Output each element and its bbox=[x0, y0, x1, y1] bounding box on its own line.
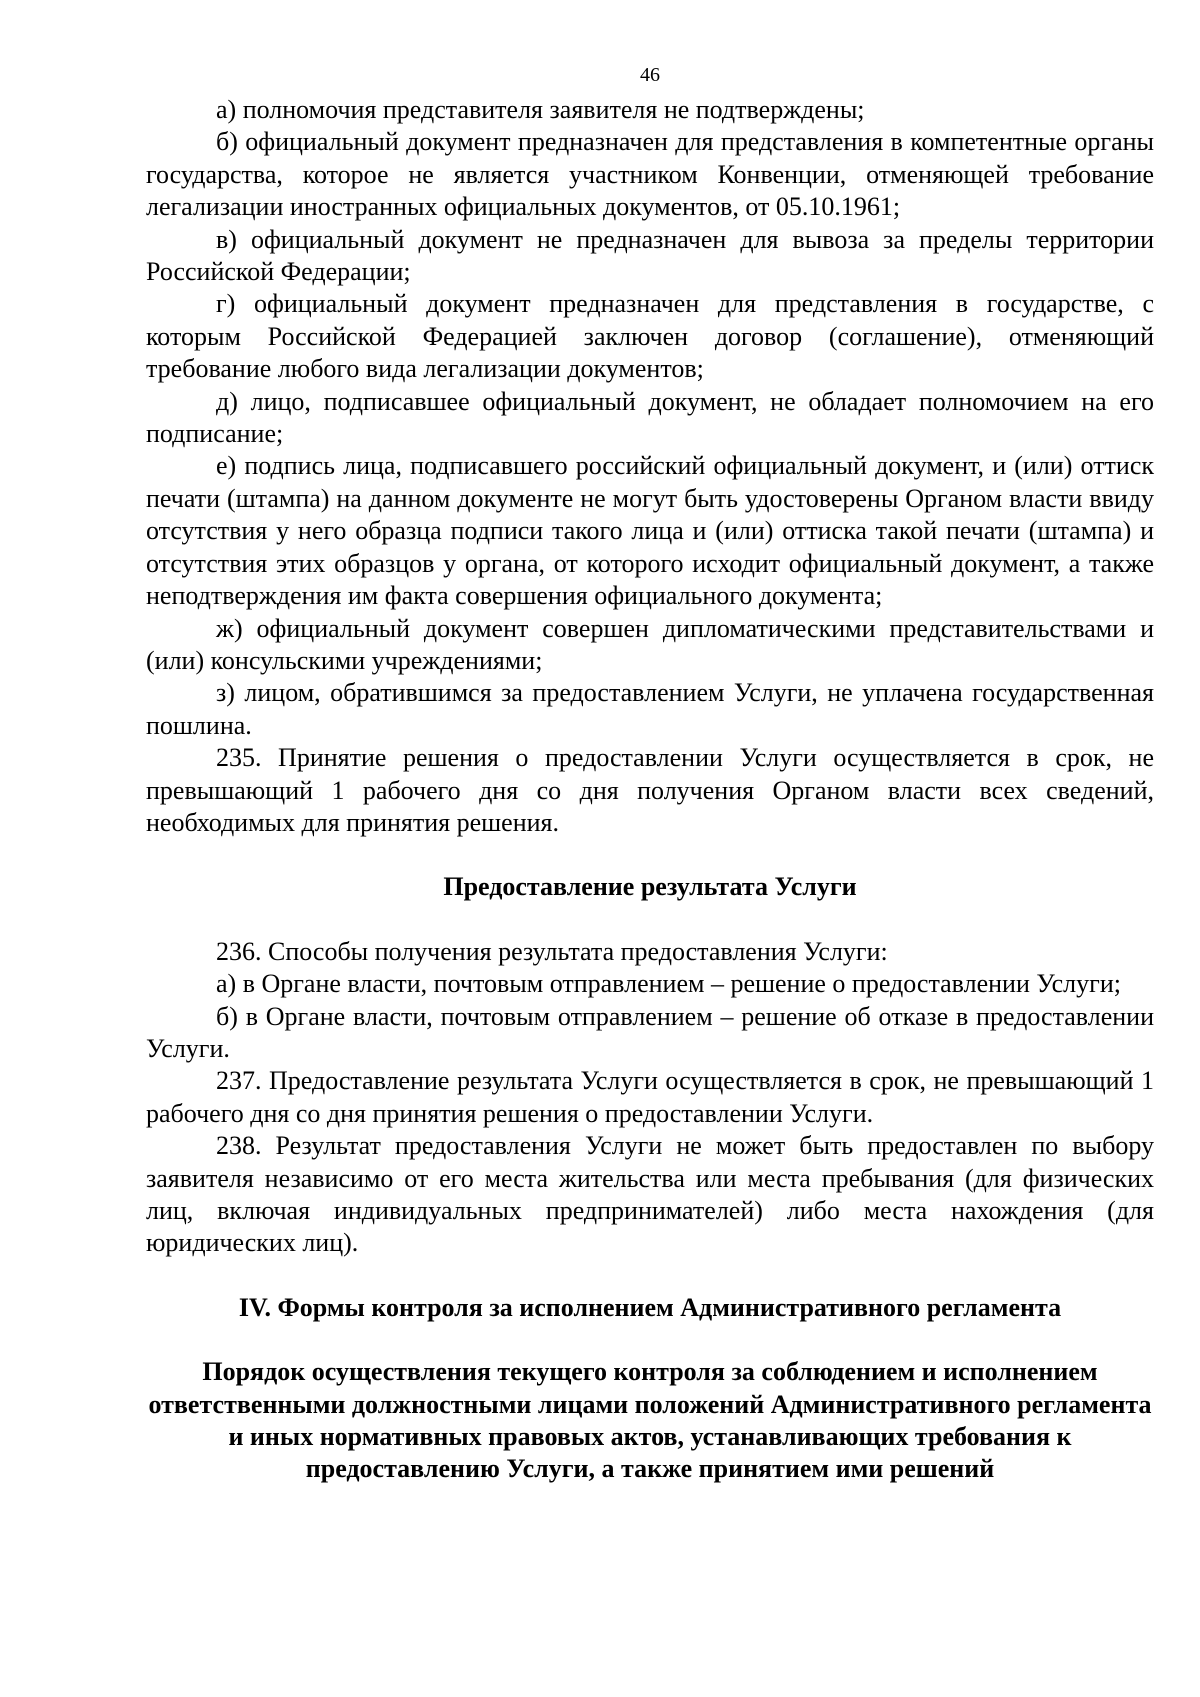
list-item: е) подпись лица, подписавшего российский официальный документ, и (или) оттиск печати (штампа) на данном документе не могут быть удостоверены Органом власти ввиду отсутствия у него образца подписи такого лица и (или) оттиска такой печати (штампа) и отсутствия этих образцов у органа, от которого исходит официальный документ, а также неподтверждения им факта совершения официального документа; bbox=[146, 451, 1154, 611]
refusal-grounds-list bbox=[146, 94, 1154, 839]
result-section-body bbox=[146, 936, 1154, 1260]
paragraph-238: 238. Результат предоставления Услуги не может быть предоставлен по выбору заявителя независимо от его места жительства или места пребывания (для физических лиц, включая индивидуальных предпринимателей) либо места нахождения (для юридических лиц). bbox=[146, 1131, 1154, 1258]
section-heading-result: Предоставление результата Услуги bbox=[443, 872, 857, 902]
page-number: 46 bbox=[640, 64, 660, 86]
subsection-heading-control: Порядок осуществления текущего контроля за соблюдением и исполнением ответственными должностными лицами положений Административного регламента и иных нормативных правовых актов, устанавливающих требования к предоставлению Услуги, а также принятием ими решений bbox=[148, 1357, 1152, 1484]
paragraph-237: 237. Предоставление результата Услуги осуществляется в срок, не превышающий 1 рабочего дня со дня принятия решения о предоставлении Услуги. bbox=[146, 1066, 1154, 1128]
list-item: б) официальный документ предназначен для представления в компетентные органы государства, которое не является участником Конвенции, отменяющей требование легализации иностранных официальных документов, от 05.10.1961; bbox=[146, 127, 1154, 222]
chapter-heading-iv: IV. Формы контроля за исполнением Административного регламента bbox=[238, 1292, 1062, 1322]
spacer bbox=[146, 1260, 1154, 1292]
spacer bbox=[146, 904, 1154, 936]
document-page bbox=[146, 62, 1154, 1486]
paragraph-235: 235. Принятие решения о предоставлении Услуги осуществляется в срок, не превышающий 1 рабочего дня со дня получения Органом власти всех сведений, необходимых для принятия решения. bbox=[146, 743, 1154, 837]
list-item: ж) официальный документ совершен дипломатическими представительствами и (или) консульскими учреждениями; bbox=[146, 613, 1154, 675]
list-item: а) полномочия представителя заявителя не подтверждены; bbox=[216, 95, 865, 124]
list-item: в) официальный документ не предназначен для вывоза за пределы территории Российской Федерации; bbox=[146, 224, 1154, 287]
paragraph-236: 236. Способы получения результата предоставления Услуги: bbox=[216, 936, 888, 966]
list-item: з) лицом, обратившимся за предоставлением Услуги, не уплачена государственная пошлина. bbox=[146, 678, 1154, 740]
spacer bbox=[146, 839, 1154, 871]
list-item: а) в Органе власти, почтовым отправлением – решение о предоставлении Услуги; bbox=[216, 969, 1121, 999]
spacer bbox=[146, 1324, 1154, 1356]
list-item: б) в Органе власти, почтовым отправлением – решение об отказе в предоставлении Услуги. bbox=[146, 1001, 1154, 1063]
list-item: г) официальный документ предназначен для представления в государстве, с которым Российской Федерацией заключен договор (соглашение), отменяющий требование любого вида легализации документов; bbox=[146, 289, 1154, 384]
list-item: д) лицо, подписавшее официальный документ, не обладает полномочием на его подписание; bbox=[146, 386, 1154, 449]
